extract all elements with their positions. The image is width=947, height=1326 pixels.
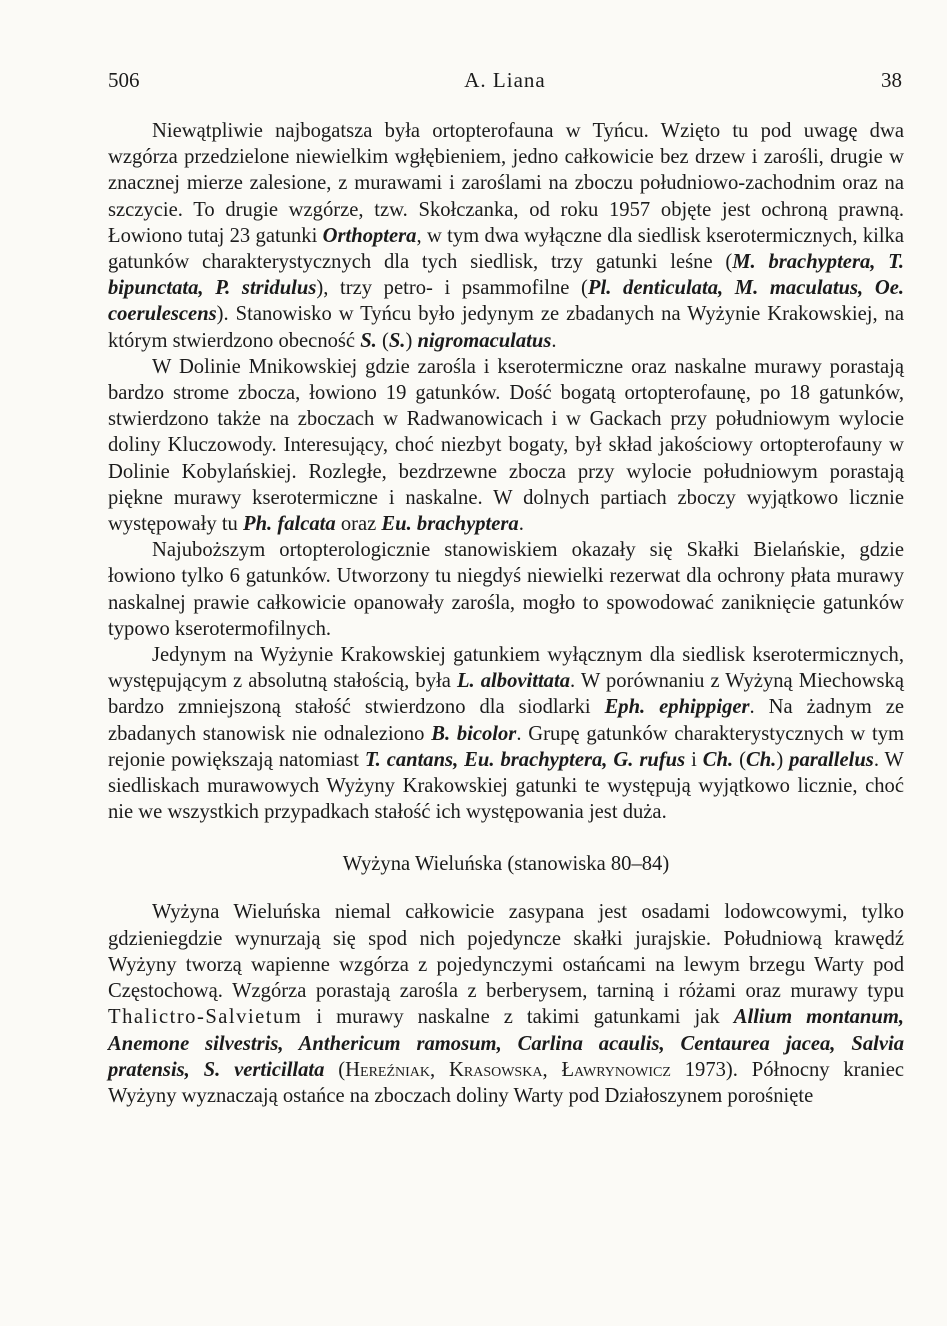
body-text [108, 118, 904, 1109]
page-number-left: 506 [108, 68, 140, 92]
paragraph-summary-krakowska: Jedynym na Wyżynie Krakowskiej gatunkiem wyłącznym dla siedlisk kserotermicznych, występującym z absolutną stałością, była L. albovittata. W porównaniu z Wyżyną Miechowską bardzo zmniejszoną stałość stwierdzono dla siodlarki Eph. ephippiger. Na żadnym ze zbadanych stanowisk nie odnaleziono B. bicolor. Grupę gatunków charakterystycznych w tym rejonie powiększają natomiast T. cantans, Eu. brachyptera, G. rufus i Ch. (Ch.) parallelus. W siedliskach murawowych Wyżyny Krakowskiej gatunki te występują wyjątkowo licznie, choć nie we wszystkich przypadkach stałość ich występowania jest duża. [108, 644, 905, 824]
page-number-right: 38 [881, 68, 902, 92]
running-head: A. Liana [464, 68, 546, 92]
paragraph-wyzyna-wielunska: Wyżyna Wieluńska niemal całkowicie zasypana jest osadami lodowcowymi, tylko gdzieniegdzie wynurzają się spod nich pojedyncze skałki jurajskie. Południową krawędź Wyżyny tworzą wapienne wzgórza z pojedynczymi ostańcami na lewym brzegu Warty pod Częstochową. Wzgórza porastają zarośla z berberysem, tarniną i różami oraz murawy typu Thalictro-Salvietum i murawy naskalne z takimi gatunkami jak Allium montanum, Anemone silvestris, Anthericum ramosum, Carlina acaulis, Centaurea jacea, Salvia pratensis, S. verticillata (Hereźniak, Krasowska, Ławrynowicz 1973). Północny kraniec Wyżyny wyznaczają ostańce na zboczach doliny Warty pod Działoszynem porośnięte [108, 901, 904, 1107]
paragraph-dolina-mnikowska: W Dolinie Mnikowskiej gdzie zarośla i kserotermiczne oraz naskalne murawy porastają bardzo strome zbocza, łowiono 19 gatunków. Dość bogatą ortopterofaunę, po 18 gatunków, stwierdzono także na zboczach w Radwanowicach i w Gackach przy południowym wylocie doliny Kluczowody. Interesujący, choć niezbyt bogaty, był skład jakościowy ortopterofauny w Dolinie Kobylańskiej. Rozległe, bezdrzewne zbocza przy wylocie południowym porastają piękne murawy kserotermiczne i naskalne. W dolnych partiach zboczy wyjątkowo licznie występowały tu Ph. falcata oraz Eu. brachyptera. [108, 355, 904, 536]
paragraph-tyniec: Niewątpliwie najbogatsza była ortopterofauna w Tyńcu. Wzięto tu pod uwagę dwa wzgórza przedzielone niewielkim wgłębieniem, jedno całkowicie bez drzew i zarośli, drugie w znacznej mierze zalesione, z murawami i zaroślami na zboczu południowo-zachodnim oraz na szczycie. To drugie wzgórze, tzw. Skołczanka, od roku 1957 objęte jest ochroną prawną. Łowiono tutaj 23 gatunki Orthoptera, w tym dwa wyłączne dla siedlisk kserotermicznych, kilka gatunków charakterystycznych dla tych siedlisk, trzy gatunki leśne (M. brachyptera, T. bipunctata, P. stridulus), trzy petro- i psammofilne (Pl. denticulata, M. maculatus, Oe. coerulescens). Stanowisko w Tyńcu było jedynym ze zbadanych na Wyżynie Krakowskiej, na którym stwierdzono obecność S. (S.) nigromaculatus. [108, 120, 905, 352]
page-header [108, 68, 902, 96]
paragraph-skalki-bielanskie: Najuboższym ortopterologicznie stanowiskiem okazały się Skałki Bielańskie, gdzie łowiono tylko 6 gatunków. Utworzony tu niegdyś niewielki rezerwat dla ochrony płata murawy naskalnej prawie całkowicie opanowały zarośla, mogło to spowodować zaniknięcie gatunków typowo kserotermofilnych. [108, 539, 904, 640]
section-heading: Wyżyna Wieluńska (stanowiska 80–84) [342, 853, 670, 876]
